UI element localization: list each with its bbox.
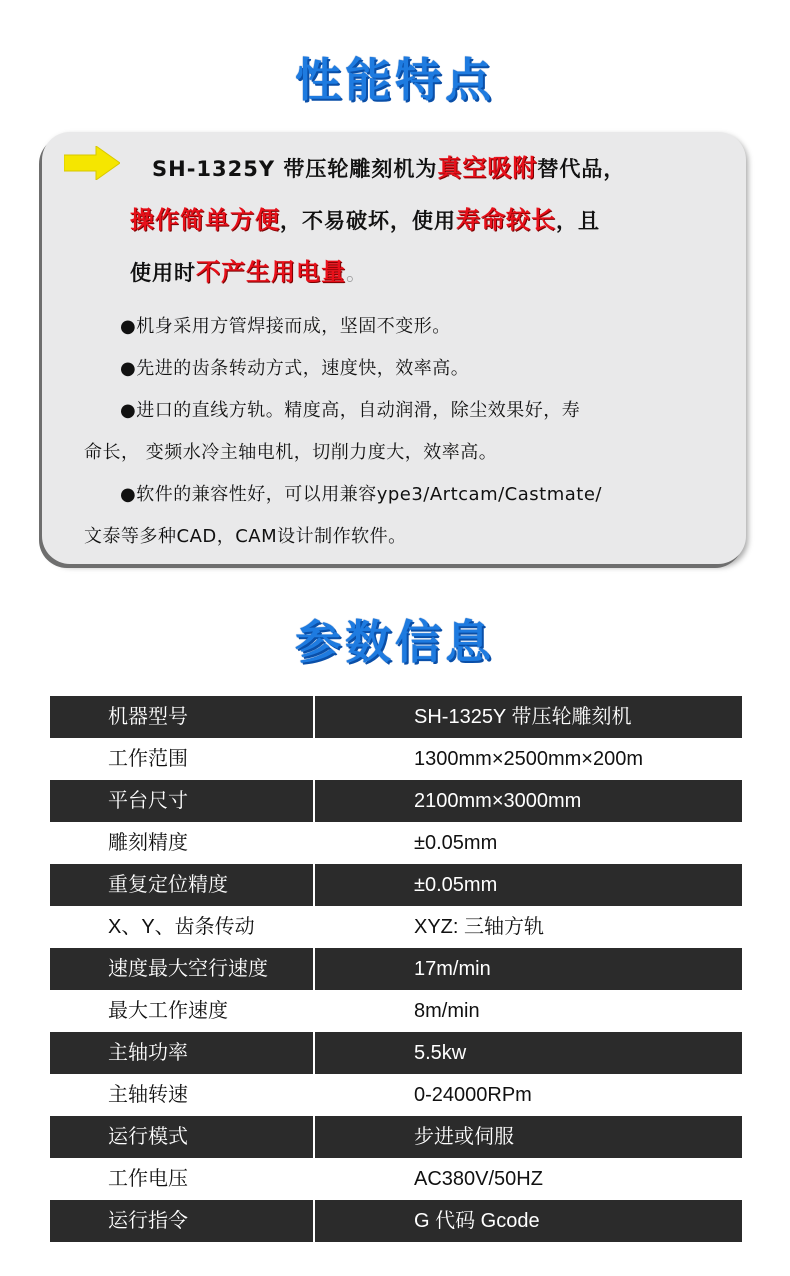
spec-label: 工作范围: [108, 748, 188, 770]
spec-value: 17m/min: [414, 958, 491, 980]
spec-value: 步进或伺服: [414, 1126, 514, 1148]
highlight-text: 不产生用电量: [196, 258, 346, 286]
spec-value: 5.5kw: [414, 1042, 467, 1064]
arrow-right-icon: [64, 146, 120, 180]
spec-label: X、Y、齿条传动: [108, 916, 255, 938]
highlight-text: 真空吸附: [437, 154, 538, 182]
feature-bullet-continued: 命长， 变频水冷主轴电机，切削力度大，效率高。: [84, 442, 498, 463]
spec-label: 运行模式: [108, 1126, 188, 1148]
table-row: [50, 864, 742, 906]
spec-value: 1300mm×2500mm×200m: [414, 748, 644, 770]
spec-value: XYZ: 三轴方轨: [414, 916, 545, 938]
intro-line-3: [130, 252, 368, 287]
table-row: [50, 780, 742, 822]
table-row: [50, 948, 742, 990]
intro-text: ，且: [556, 209, 600, 233]
spec-label: 雕刻精度: [108, 832, 188, 854]
spec-value: AC380V/50HZ: [414, 1168, 543, 1190]
feature-bullet: ●软件的兼容性好，可以用兼容ype3/Artcam/Castmate/: [120, 484, 602, 505]
feature-bullet: ●进口的直线方轨。精度高，自动润滑，除尘效果好，寿: [120, 400, 581, 421]
table-row: [50, 1032, 742, 1074]
table-row: [50, 822, 742, 864]
intro-text: 替代品，: [537, 157, 626, 181]
table-row: [50, 696, 742, 738]
spec-value: ±0.05mm: [414, 874, 498, 896]
feature-bullet: ●机身采用方管焊接而成，坚固不变形。: [120, 316, 451, 337]
spec-value: ±0.05mm: [414, 832, 498, 854]
table-row: [50, 906, 742, 948]
table-row: [50, 1074, 742, 1116]
features-heading: 性能特点: [295, 53, 495, 107]
intro-text: 使用时: [130, 261, 196, 285]
intro-text: 。: [346, 261, 368, 285]
spec-label: 运行指令: [108, 1210, 188, 1232]
intro-text: SH-1325Y 带压轮雕刻机为: [152, 157, 438, 181]
spec-label: 最大工作速度: [108, 1000, 228, 1022]
spec-value: 8m/min: [414, 1000, 480, 1022]
intro-line-1: [152, 148, 625, 183]
intro-line-2: [130, 200, 600, 235]
intro-text: ，不易破坏，使用: [280, 209, 456, 233]
spec-label: 主轴转速: [108, 1084, 188, 1106]
spec-value: 0-24000RPm: [414, 1084, 532, 1106]
spec-table: [50, 696, 742, 1242]
highlight-text: 操作简单方便: [130, 206, 280, 234]
table-row: [50, 1158, 742, 1200]
table-row: [50, 738, 742, 780]
specs-heading: 参数信息: [295, 615, 495, 669]
spec-label: 机器型号: [108, 706, 188, 728]
table-row: [50, 1200, 742, 1242]
feature-bullet-continued: 文泰等多种CAD，CAM设计制作软件。: [84, 526, 407, 547]
spec-label: 主轴功率: [108, 1042, 188, 1064]
feature-bullet: ●先进的齿条转动方式，速度快，效率高。: [120, 358, 470, 379]
table-row: [50, 1116, 742, 1158]
highlight-text: 寿命较长: [456, 206, 556, 234]
spec-label: 工作电压: [108, 1168, 188, 1190]
spec-value: 2100mm×3000mm: [414, 790, 582, 812]
spec-label: 速度最大空行速度: [108, 958, 268, 980]
spec-value: SH-1325Y 带压轮雕刻机: [414, 706, 632, 728]
spec-label: 平台尺寸: [108, 790, 188, 812]
table-row: [50, 990, 742, 1032]
features-card: [42, 132, 746, 564]
spec-label: 重复定位精度: [108, 874, 228, 896]
spec-value: G 代码 Gcode: [414, 1210, 540, 1232]
